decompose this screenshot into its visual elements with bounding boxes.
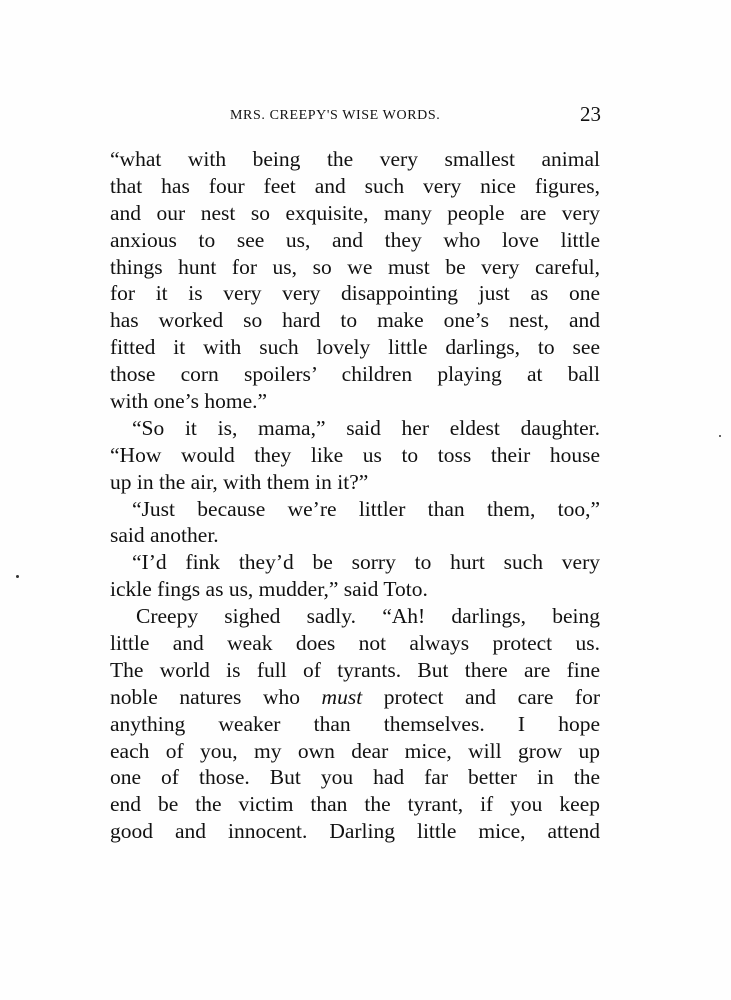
page-number: 23 xyxy=(580,102,601,126)
text-line: and our nest so exquisite, many people are very xyxy=(110,200,600,225)
text-segment: protect and care for xyxy=(362,684,600,709)
text-line: said another. xyxy=(110,523,219,548)
running-header xyxy=(110,102,601,128)
text-line: has worked so hard to make one’s nest, and xyxy=(110,308,600,333)
text-line: for it is very very disappointing just as one xyxy=(110,281,600,306)
text-line: end be the victim than the tyrant, if you keep xyxy=(110,792,600,817)
text-line-with-emphasis xyxy=(110,684,600,711)
text-line: ickle fings as us, mudder,” said Toto. xyxy=(110,577,428,602)
text-line: those corn spoilers’ children playing at ball xyxy=(110,362,600,387)
text-line: “How would they like us to toss their house xyxy=(110,442,600,467)
text-line: “So it is, mama,” said her eldest daughter. xyxy=(132,415,600,440)
text-line: The world is full of tyrants. But there are fine xyxy=(110,657,600,682)
text-line: things hunt for us, so we must be very careful, xyxy=(110,254,600,279)
text-line: with one’s home.” xyxy=(110,389,268,414)
text-line: good and innocent. Darling little mice, attend xyxy=(110,819,600,844)
text-line: anything weaker than themselves. I hope xyxy=(110,711,600,736)
text-line: that has four feet and such very nice figures, xyxy=(110,173,600,198)
text-line: anxious to see us, and they who love little xyxy=(110,227,600,252)
body-text xyxy=(110,146,600,845)
text-line: one of those. But you had far better in the xyxy=(110,765,600,790)
text-line: Creepy sighed sadly. “Ah! darlings, being xyxy=(136,604,600,629)
running-title: MRS. CREEPY'S WISE WORDS. xyxy=(230,108,441,123)
text-line: “what with being the very smallest animal xyxy=(110,147,600,171)
text-line: “I’d fink they’d be sorry to hurt such very xyxy=(132,550,600,575)
text-segment: noble natures who xyxy=(110,684,322,709)
emphasized-word: must xyxy=(321,684,363,709)
text-line: fitted it with such lovely little darlings, to see xyxy=(110,335,600,360)
paper-speck xyxy=(719,435,721,437)
paper-speck xyxy=(16,575,19,578)
text-line: up in the air, with them in it?” xyxy=(110,469,369,494)
text-line: each of you, my own dear mice, will grow up xyxy=(110,738,600,763)
text-line: “Just because we’re littler than them, too,” xyxy=(132,496,600,521)
text-line: little and weak does not always protect us. xyxy=(110,631,600,656)
